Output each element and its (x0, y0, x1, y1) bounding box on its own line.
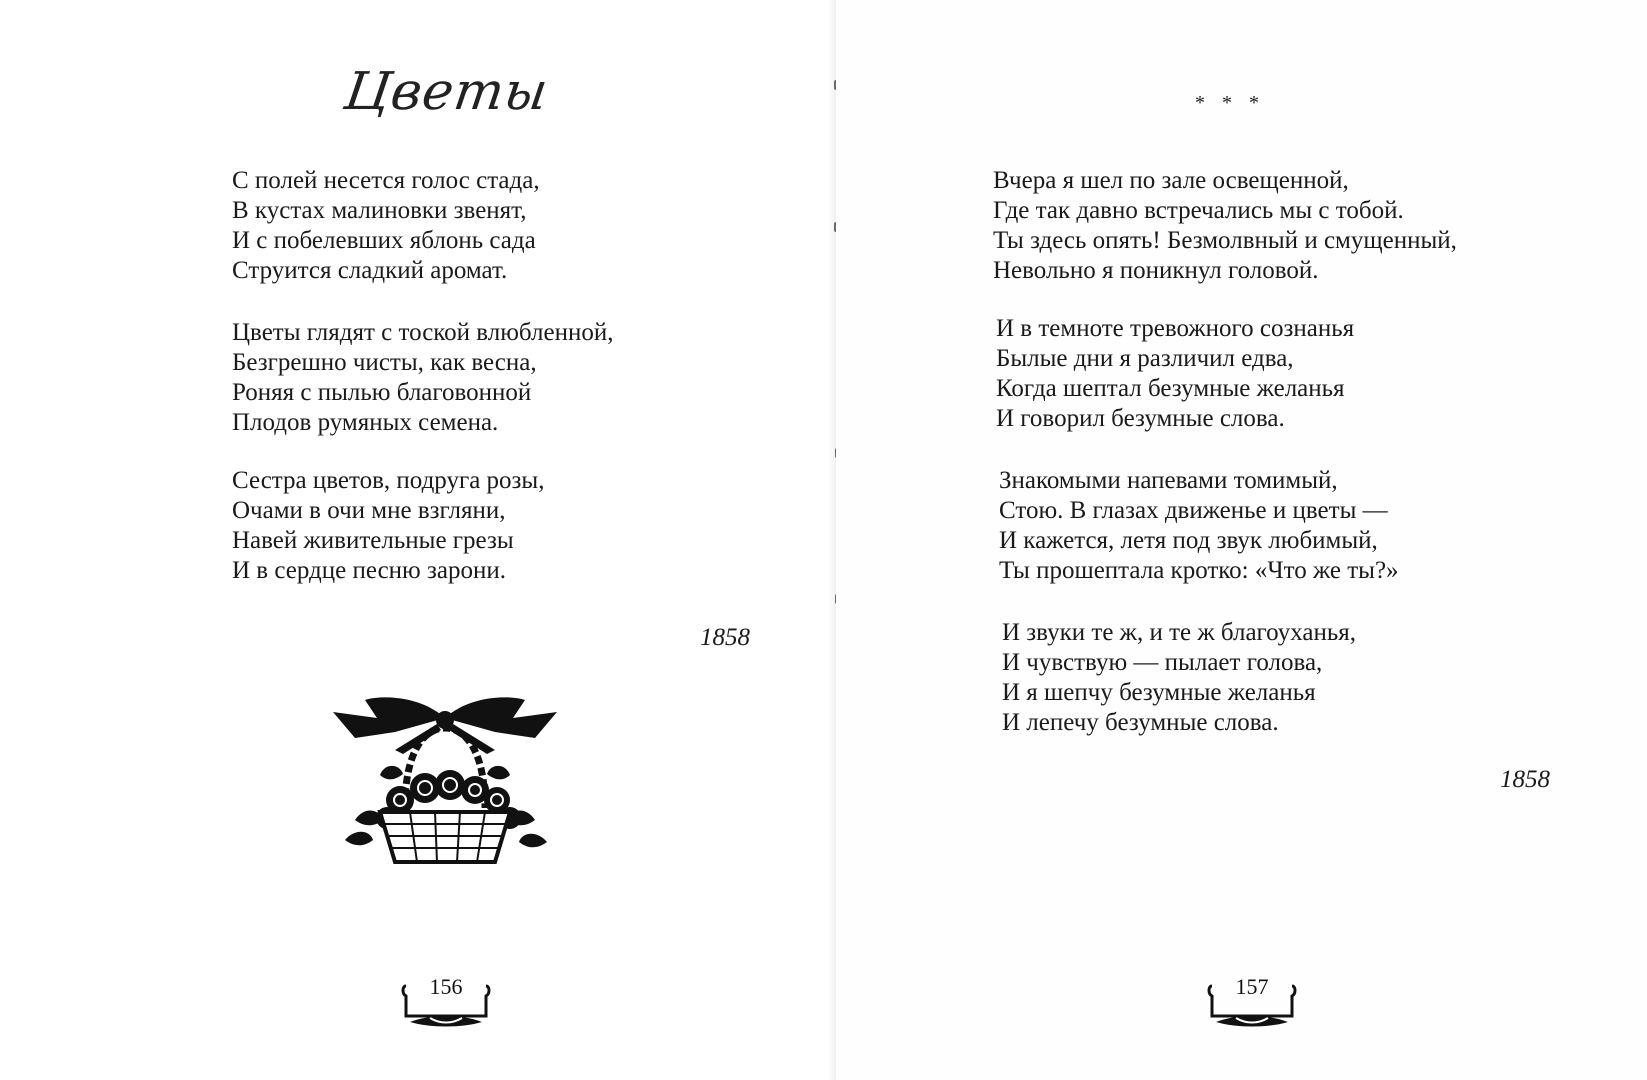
page-number-text: 156 (429, 974, 463, 999)
poem-line: Сестра цветов, подруга розы, (232, 467, 545, 494)
poem-line: Цветы глядят с тоской влюбленной, (232, 319, 614, 346)
poem-line: И чувствую — пылает голова, (1002, 649, 1323, 676)
poem-year: 1858 (1500, 766, 1550, 793)
poem-line: И в сердце песню зарони. (232, 557, 506, 584)
poem-line: С полей несется голос стада, (232, 167, 540, 194)
poem-line: Ты прошептала кротко: «Что же ты?» (999, 557, 1399, 584)
flower-basket-ornament (325, 690, 565, 870)
poem-line: И говорил безумные слова. (996, 405, 1285, 432)
left-stanza-1 (232, 166, 540, 286)
poem-line: И с побелевших яблонь сада (232, 227, 536, 254)
poem-line: Былые дни я различил едва, (996, 345, 1294, 372)
poem-line: Ты здесь опять! Безмолвный и смущенный, (993, 227, 1457, 254)
poem-line: Когда шептал безумные желанья (996, 375, 1345, 402)
right-stanza-1 (993, 166, 1457, 286)
right-page (836, 0, 1647, 1080)
page-number-right (1206, 972, 1298, 1032)
poem-line: И я шепчу безумные желанья (1002, 679, 1316, 706)
poem-title: Цветы (340, 62, 553, 122)
right-stanza-2 (996, 314, 1354, 434)
poem-line: И звуки те ж, и те ж благоуханья, (1002, 619, 1357, 646)
poem-line: Знакомыми напевами томимый, (999, 467, 1338, 494)
poem-line: В кустах малиновки звенят, (232, 197, 527, 224)
page-number-text: 157 (1235, 974, 1269, 999)
poem-line: Роняя с пылью благовонной (232, 379, 532, 406)
poem-line: Невольно я поникнул головой. (993, 257, 1319, 284)
poem-line: И в темноте тревожного сознанья (996, 315, 1355, 342)
poem-line: Вчера я шел по зале освещенной, (993, 167, 1349, 194)
poem-line: Плодов румяных семена. (232, 409, 499, 436)
poem-line: Струится сладкий аромат. (232, 257, 508, 284)
right-stanza-3 (999, 466, 1399, 586)
poem-line: Навей живительные грезы (232, 527, 514, 554)
poem-line: Очами в очи мне взгляни, (232, 497, 506, 524)
left-stanza-3 (232, 466, 544, 586)
poem-line: И лепечу безумные слова. (1002, 709, 1279, 736)
right-stanza-4 (1002, 618, 1356, 738)
poem-line: И кажется, летя под звук любимый, (999, 527, 1378, 554)
poem-year: 1858 (700, 624, 750, 651)
untitled-poem-marker: * * * (1195, 92, 1265, 114)
poem-line: Где так давно встречались мы с тобой. (993, 197, 1404, 224)
page-number-left (400, 972, 492, 1032)
poem-line: Стою. В глазах движенье и цветы — (999, 497, 1388, 524)
poem-line: Безгрешно чисты, как весна, (232, 349, 537, 376)
left-stanza-2 (232, 318, 613, 438)
